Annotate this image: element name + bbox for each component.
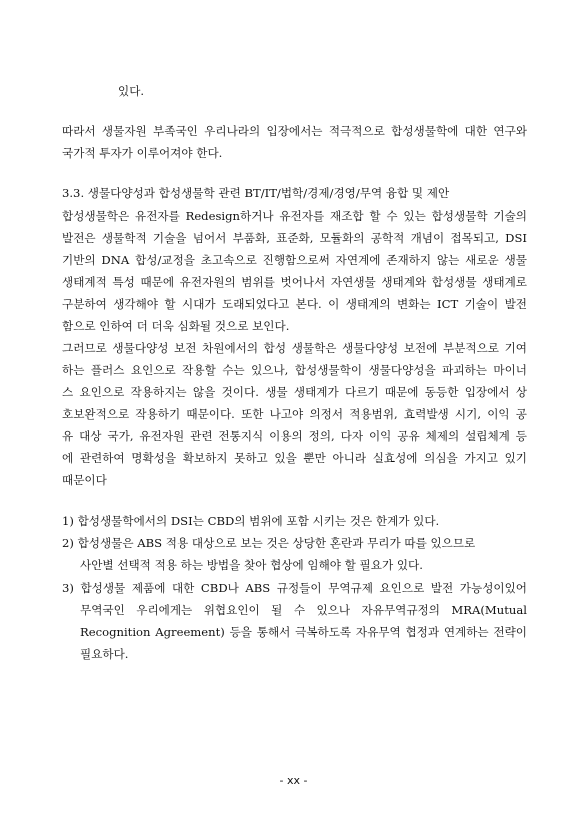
- paragraph-line: 에 관련하여 명확성을 확보하지 못하고 있을 뿐만 아니라 실효성에 의심을 가지고 있기: [62, 451, 527, 465]
- paragraph-line: 스 요인으로 작용하지는 않을 것이다. 생물 생태계가 다르기 때문에 동등한 입장에서 상: [62, 385, 527, 399]
- list-item-continued: 사안별 선택적 적용 하는 방법을 찾아 협상에 임해야 할 필요가 있다.: [80, 558, 423, 572]
- page-number: - xx -: [279, 774, 308, 787]
- paragraph-line: 함으로 인하여 더 더욱 심화될 것으로 보인다.: [62, 319, 290, 333]
- paragraph-line: 따라서 생물자원 부족국인 우리나라의 입장에서는 적극적으로 합성생물학에 대한 연구와: [62, 124, 527, 138]
- paragraph-line: 호보완적으로 작용하기 때문이다. 또한 나고야 의정서 적용범위, 효력발생 시기, 이익 공: [62, 407, 527, 421]
- paragraph-line: 구분하여 생각해야 할 시대가 도래되었다고 본다. 이 생태계의 변화는 ICT 기술이 발전: [62, 297, 527, 311]
- paragraph-line: 하는 플러스 요인으로 작용할 수는 있으나, 합성생물학이 생물다양성을 파괴하는 마이너: [62, 363, 527, 377]
- list-item: 1) 합성생물학에서의 DSI는 CBD의 범위에 포함 시키는 것은 한계가 있다.: [62, 514, 440, 528]
- paragraph-line: 때문이다: [62, 473, 107, 487]
- list-item-continued: 필요하다.: [80, 647, 129, 661]
- section-heading: 3.3. 생물다양성과 합성생물학 관련 BT/IT/법학/경제/경영/무역 융합 및 제안: [62, 186, 450, 200]
- list-item: 2) 합성생물은 ABS 적용 대상으로 보는 것은 상당한 혼란과 무리가 따를 있으므로: [62, 536, 476, 550]
- paragraph-line: 발전은 생물학적 기술을 넘어서 부품화, 표준화, 모듈화의 공학적 개념이 접목되고, DSI: [62, 231, 527, 245]
- paragraph-line: 합성생물학은 유전자를 Redesign하거나 유전자를 재조합 할 수 있는 합성생물학 기술의: [62, 209, 527, 223]
- list-item: 3) 합성생물 제품에 대한 CBD나 ABS 규정들이 무역규제 요인으로 발전 가능성이있어: [62, 581, 527, 595]
- paragraph-line: 유 대상 국가, 유전자원 관련 전통지식 이용의 정의, 다자 이익 공유 체제의 설립체계 등: [62, 429, 527, 443]
- paragraph-line: 기반의 DNA 합성/교정을 초고속으로 진행함으로써 자연계에 존재하지 않는 새로운 생물: [62, 253, 527, 267]
- list-item-continued: Recognition Agreement) 등을 통해서 극복하도록 자유무역 협정과 연계하는 전략이: [80, 625, 527, 639]
- paragraph-line: 생태계적 특성 때문에 유전자원의 범위를 벗어나서 자연생물 생태계와 합성생물 생태계로: [62, 275, 527, 289]
- list-item-continued: 무역국인 우리에게는 위협요인이 될 수 있으나 자유무역규정의 MRA(Mutual: [80, 603, 527, 617]
- paragraph-line: 그러므로 생물다양성 보전 차원에서의 합성 생물학은 생물다양성 보전에 부분적으로 기여: [62, 341, 527, 355]
- continued-text: 있다.: [118, 84, 145, 98]
- paragraph-line: 국가적 투자가 이루어져야 한다.: [62, 146, 223, 160]
